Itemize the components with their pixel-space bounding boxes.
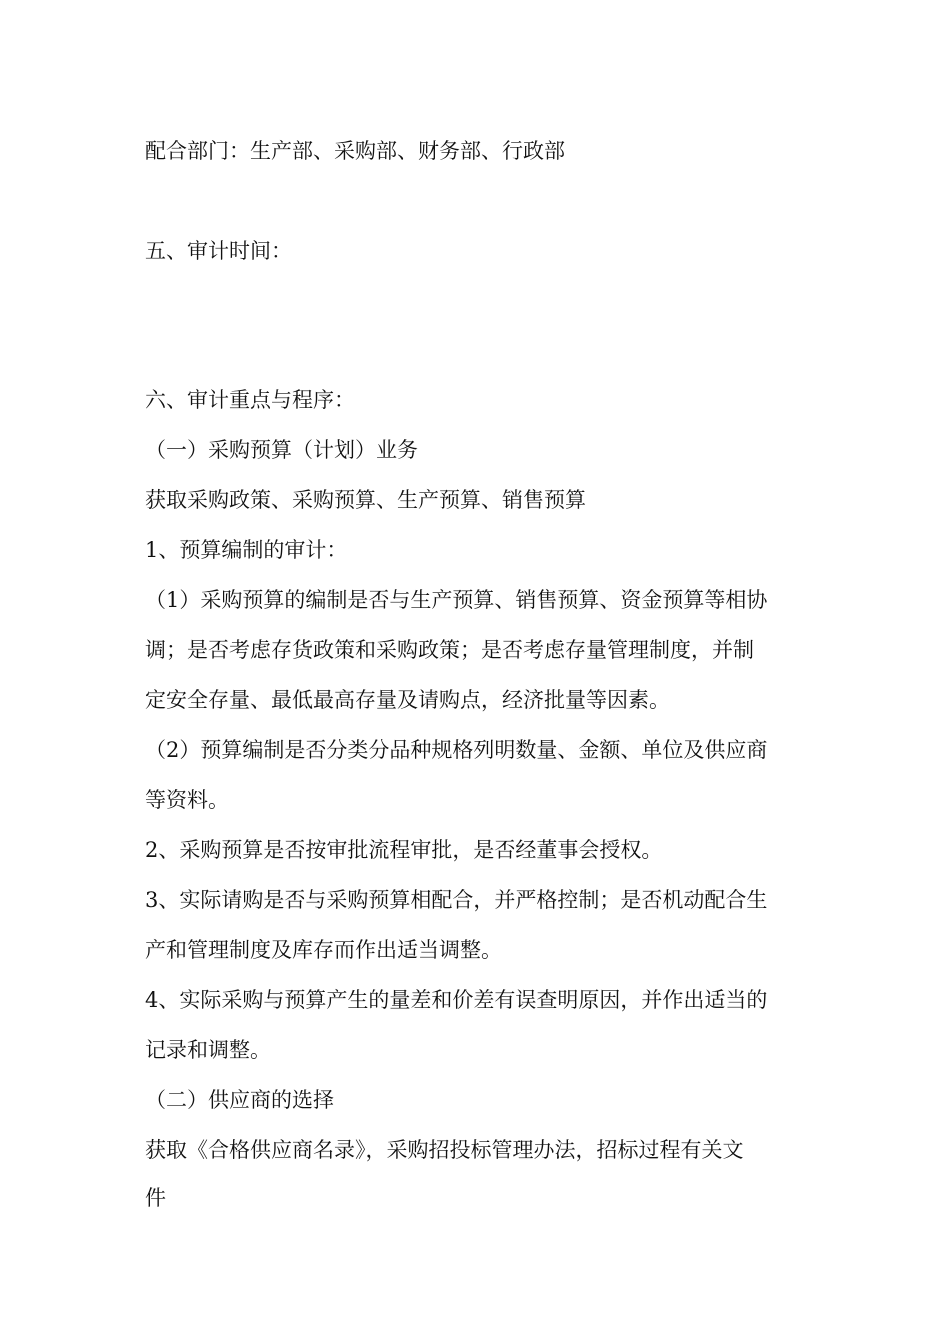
paragraph-line: 获取采购政策、采购预算、生产预算、销售预算 — [145, 488, 586, 512]
cooperating-departments-line: 配合部门：生产部、采购部、财务部、行政部 — [145, 139, 565, 163]
paragraph-line: 等资料。 — [145, 788, 229, 812]
paragraph-line: （1）采购预算的编制是否与生产预算、销售预算、资金预算等相协 — [145, 588, 768, 612]
section-6-heading: 六、审计重点与程序： — [145, 388, 355, 412]
subsection-1-heading: （一）采购预算（计划）业务 — [145, 438, 418, 462]
paragraph-line: 获取《合格供应商名录》，采购招投标管理办法，招标过程有关文 — [145, 1138, 744, 1162]
item-1-heading: 1、预算编制的审计： — [145, 538, 348, 562]
paragraph-line: 记录和调整。 — [145, 1038, 271, 1062]
subsection-2-heading: （二）供应商的选择 — [145, 1088, 334, 1112]
item-2-line: 2、采购预算是否按审批流程审批，是否经董事会授权。 — [145, 838, 663, 862]
paragraph-line: 产和管理制度及库存而作出适当调整。 — [145, 938, 502, 962]
paragraph-line: 件 — [145, 1186, 166, 1210]
section-5-heading: 五、审计时间： — [145, 239, 292, 263]
item-3-line: 3、实际请购是否与采购预算相配合，并严格控制；是否机动配合生 — [145, 888, 768, 912]
paragraph-line: （2）预算编制是否分类分品种规格列明数量、金额、单位及供应商 — [145, 738, 768, 762]
paragraph-line: 定安全存量、最低最高存量及请购点，经济批量等因素。 — [145, 688, 670, 712]
paragraph-line: 调；是否考虑存货政策和采购政策；是否考虑存量管理制度，并制 — [145, 638, 754, 662]
item-4-line: 4、实际采购与预算产生的量差和价差有误查明原因，并作出适当的 — [145, 988, 768, 1012]
